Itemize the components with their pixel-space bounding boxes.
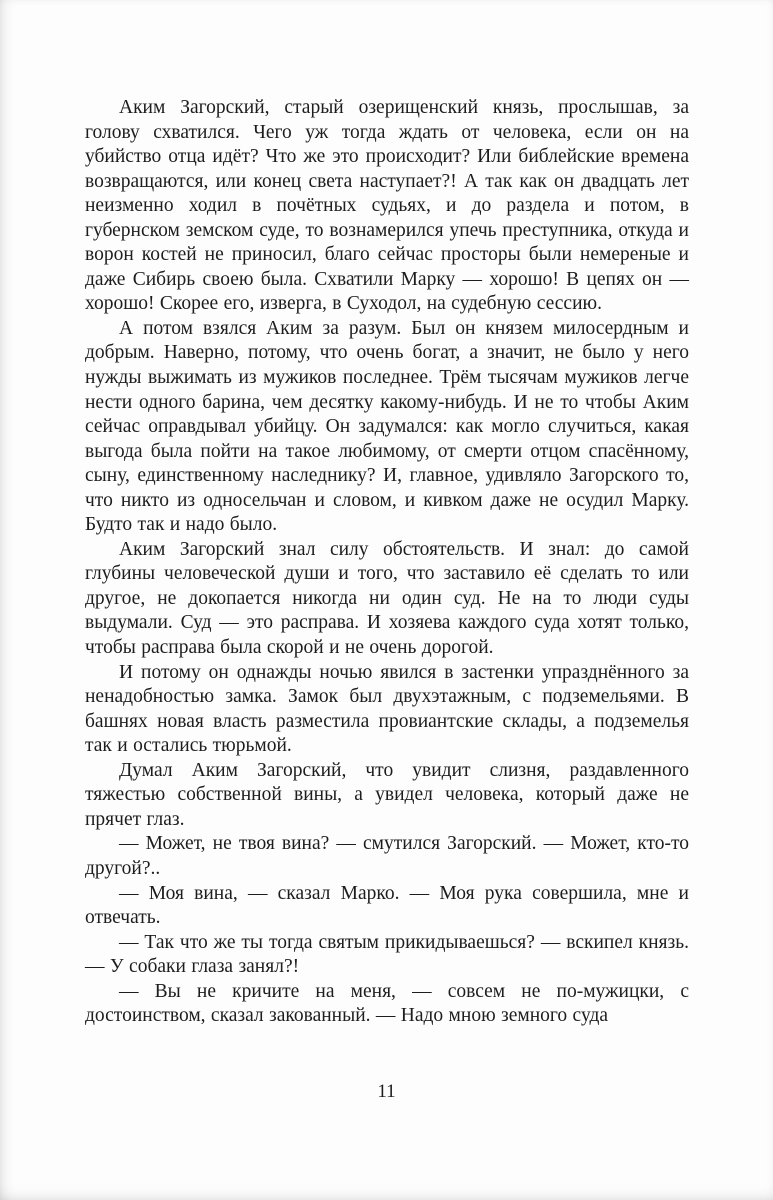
paragraph: Аким Загорский знал силу обстоятельств. И знал: до самой глубины человеческой души и того, что заставило её сделать то или другое, не докопается никогда ни один суд. Не на то люди суды выдумали. Суд — это расправа. И хозяева каждого суда хотят только, чтобы расправа была скорой и не очень дорогой. xyxy=(85,538,689,659)
paragraph: А потом взялся Аким за разум. Был он князем милосердным и добрым. Наверно, потому, что очень богат, а значит, не было у него нужды выжимать из мужиков последнее. Трём тысячам мужиков легче нести одного барина, чем десятку какому-нибудь. И не то чтобы Аким сейчас оправдывал убийцу. Он задумался: как могло случиться, какая выгода была пойти на такое любимому, от смерти отцом спасённому, сыну, единственному наследнику? И, главное, удивляло Загорского то, что никто из односельчан и словом, и кивком даже не осудил Марку. Будто так и надо было. xyxy=(85,317,689,536)
paragraph-dialogue: — Может, не твоя вина? — смутился Загорский. — Может, кто-то другой?.. xyxy=(85,833,689,879)
paragraph: Думал Аким Загорский, что увидит слизня, раздавленного тяжестью собственной вины, а увидел человека, который даже не прячет глаз. xyxy=(85,759,689,830)
page-number: 11 xyxy=(377,1081,396,1102)
text-block xyxy=(85,96,689,1029)
paragraph: Аким Загорский, старый озерищенский князь, прослышав, за голову схватился. Чего уж тогда ждать от человека, если он на убийство отца идёт? Что же это происходит? Или библейские времена возвращаются, или конец света наступает?! А так как он двадцать лет неизменно ходил в почётных судьях, и до раздела и потом, в губернском земском суде, то вознамерился упечь преступника, откуда и ворон костей не приносил, благо сейчас просторы были немереные и даже Сибирь своею была. Схватили Марку — хорошо! В цепях он — хорошо! Скорее его, изверга, в Суходол, на судебную сессию. xyxy=(85,97,689,315)
paragraph-dialogue: — Вы не кричите на меня, — совсем не по-мужицки, с достоинством, сказал закованный. — Надо мною земного суда xyxy=(85,980,689,1027)
paragraph: И потому он однажды ночью явился в застенки упразднённого за ненадобностью замка. Замок был двухэтажным, с подземельями. В башнях новая власть разместила провиантские склады, а подземелья так и остались тюрьмой. xyxy=(85,661,689,757)
paragraph-dialogue: — Моя вина, — сказал Марко. — Моя рука совершила, мне и отвечать. xyxy=(85,882,689,929)
paragraph-dialogue: — Так что же ты тогда святым прикидываешься? — вскипел князь. — У собаки глаза занял?! xyxy=(85,931,689,978)
